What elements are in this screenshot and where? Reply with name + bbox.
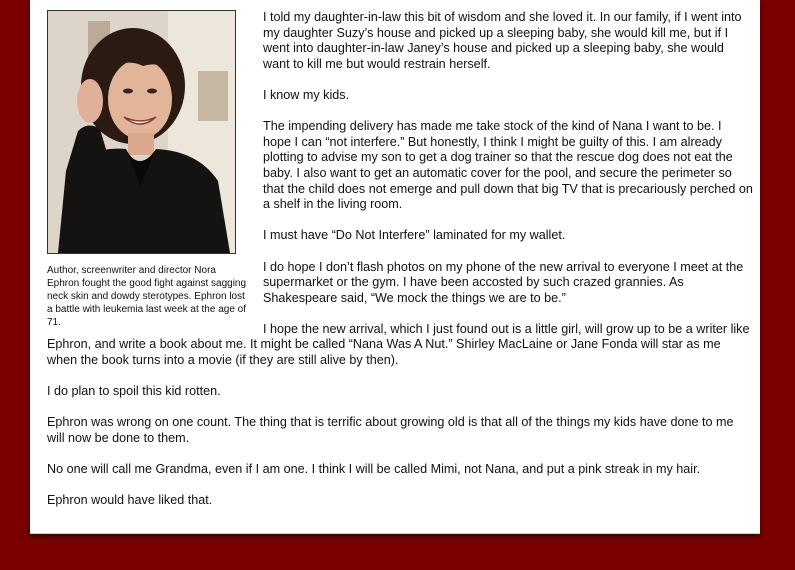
paragraph: I do plan to spoil this kid rotten. bbox=[47, 384, 221, 399]
photo-caption: Author, screenwriter and director Nora Ephron fought the good fight against sagging neck skin and dowdy sterotypes. Ephron lost a battle with leukemia last week at the age of 71. bbox=[47, 265, 247, 328]
paragraph: I hope the new arrival, which I just found out is a little girl, will grow up to be a writer like Ephron, and write a book about me. It might be called “Nana Was A Nut.” Shirley MacLaine or Jane Fonda will star as me when the book turns into a movie (if they are still alive by then). bbox=[47, 321, 750, 368]
paragraph: I know my kids. bbox=[263, 87, 350, 102]
paragraph: I do hope I don’t flash photos on my phone of the new arrival to everyone I meet at the supermarket or the gym. I have been accosted by such crazed grannies. As Shakespeare said, “We mock the things we are to be.” bbox=[263, 259, 744, 305]
paragraph: No one will call me Grandma, even if I am one. I think I will be called Mimi, not Nana, and put a pink streak in my hair. bbox=[47, 462, 701, 477]
portrait-photo bbox=[47, 10, 236, 254]
paragraph: Ephron would have liked that. bbox=[47, 493, 213, 508]
paragraph: The impending delivery has made me take stock of the kind of Nana I want to be. I hope I can “not interfere.” But honestly, I think I might be guilty of this. I am already plotting to advise my son to get a dog trainer so that the rescue dog does not eat the baby. I also want to get an automatic cover for the pool, and secure the perimeter so that the child does not emerge and pull down that big TV that is precariously perched on a shelf in the living room. bbox=[263, 119, 753, 212]
paragraph: I told my daughter-in-law this bit of wisdom and she loved it. In our family, if I went into my daughter Suzy’s house and picked up a sleeping baby, she would kill me, but if I went into daughter-in-law Janey’s house and picked up a sleeping baby, she would want to kill me but would restrain herself. bbox=[263, 10, 742, 71]
article-body bbox=[47, 10, 753, 525]
article-page bbox=[30, 0, 760, 534]
photo-block bbox=[47, 10, 247, 329]
portrait-illustration bbox=[48, 11, 235, 253]
paragraph: Ephron was wrong on one count. The thing that is terrific about growing old is that all of the things my kids have done to me will now be done to them. bbox=[47, 415, 734, 446]
paragraph: I must have “Do Not Interfere” laminated for my wallet. bbox=[263, 228, 566, 243]
